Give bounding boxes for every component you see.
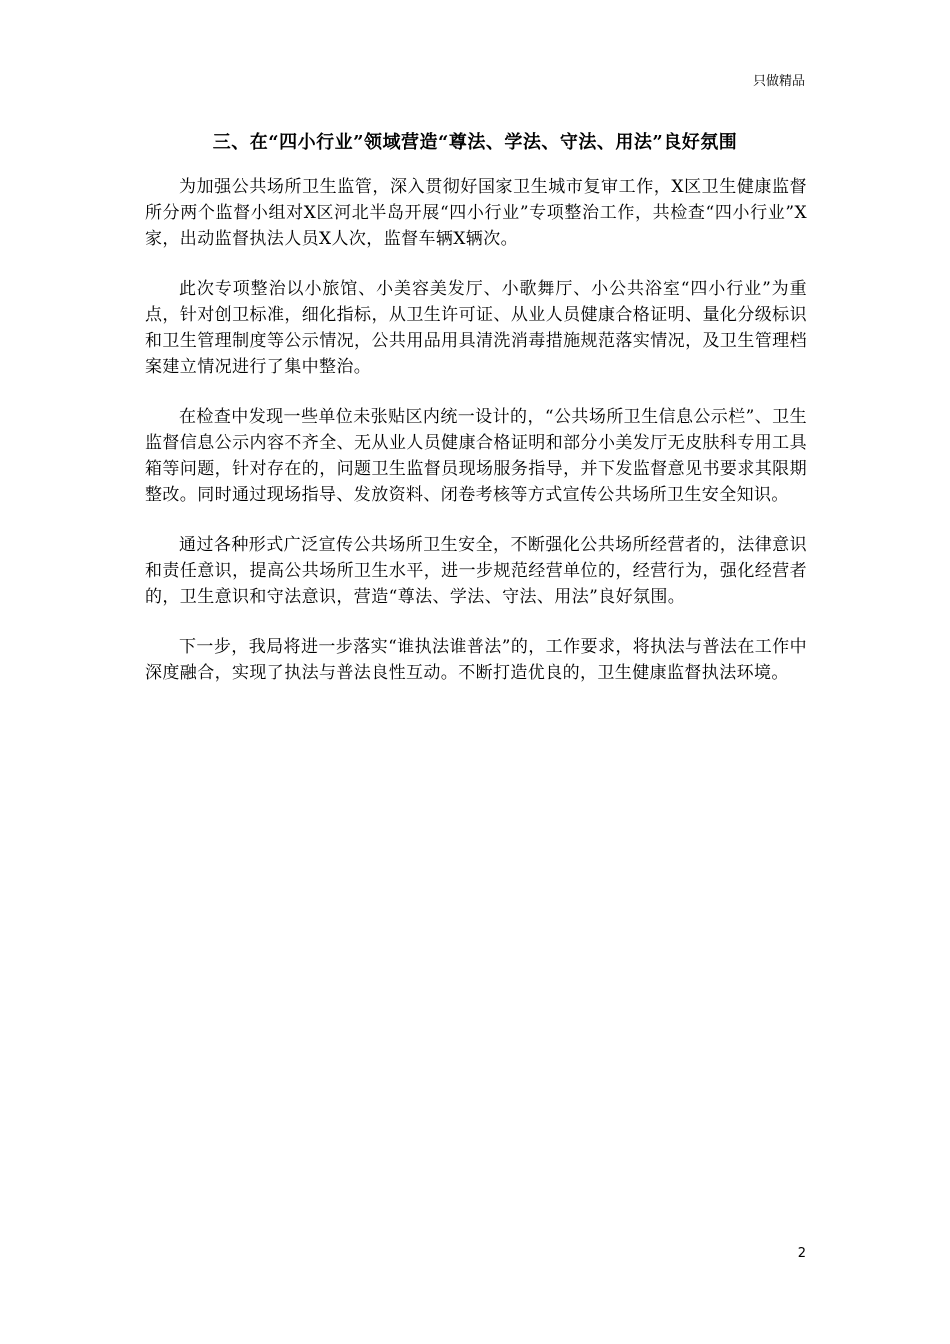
paragraph-5: 下一步，我局将进一步落实“谁执法谁普法”的，工作要求，将执法与普法在工作中深度融合，实现了执法与普法良性互动。不断打造优良的，卫生健康监督执法环境。 — [145, 637, 807, 683]
header-label: 只做精品 — [752, 74, 805, 89]
section-title: 三、在“四小行业”领域营造“尊法、学法、守法、用法”良好氛围 — [212, 132, 738, 153]
paragraph-2: 此次专项整治以小旅馆、小美容美发厅、小歌舞厅、小公共浴室“四小行业”为重点，针对创卫标准，细化指标，从卫生许可证、从业人员健康合格证明、量化分级标识和卫生管理制度等公示情况，公共用品用具清洗消毒措施规范落实情况，及卫生管理档案建立情况进行了集中整治。 — [145, 279, 807, 377]
paragraph-3: 在检查中发现一些单位未张贴区内统一设计的，“公共场所卫生信息公示栏”、卫生监督信息公示内容不齐全、无从业人员健康合格证明和部分小美发厅无皮肤科专用工具箱等问题，针对存在的，问题卫生监督员现场服务指导，并下发监督意见书要求其限期整改。同时通过现场指导、发放资料、闭卷考核等方式宣传公共场所卫生安全知识。 — [145, 407, 807, 505]
document-body — [145, 174, 807, 710]
page-number: 2 — [797, 1246, 806, 1261]
paragraph-4: 通过各种形式广泛宣传公共场所卫生安全，不断强化公共场所经营者的，法律意识和责任意识，提高公共场所卫生水平，进一步规范经营单位的，经营行为，强化经营者的，卫生意识和守法意识，营造“尊法、学法、守法、用法”良好氛围。 — [145, 535, 807, 607]
paragraph-1: 为加强公共场所卫生监管，深入贯彻好国家卫生城市复审工作，X区卫生健康监督所分两个监督小组对X区河北半岛开展“四小行业”专项整治工作，共检查“四小行业”X家，出动监督执法人员X人次，监督车辆X辆次。 — [145, 177, 807, 249]
